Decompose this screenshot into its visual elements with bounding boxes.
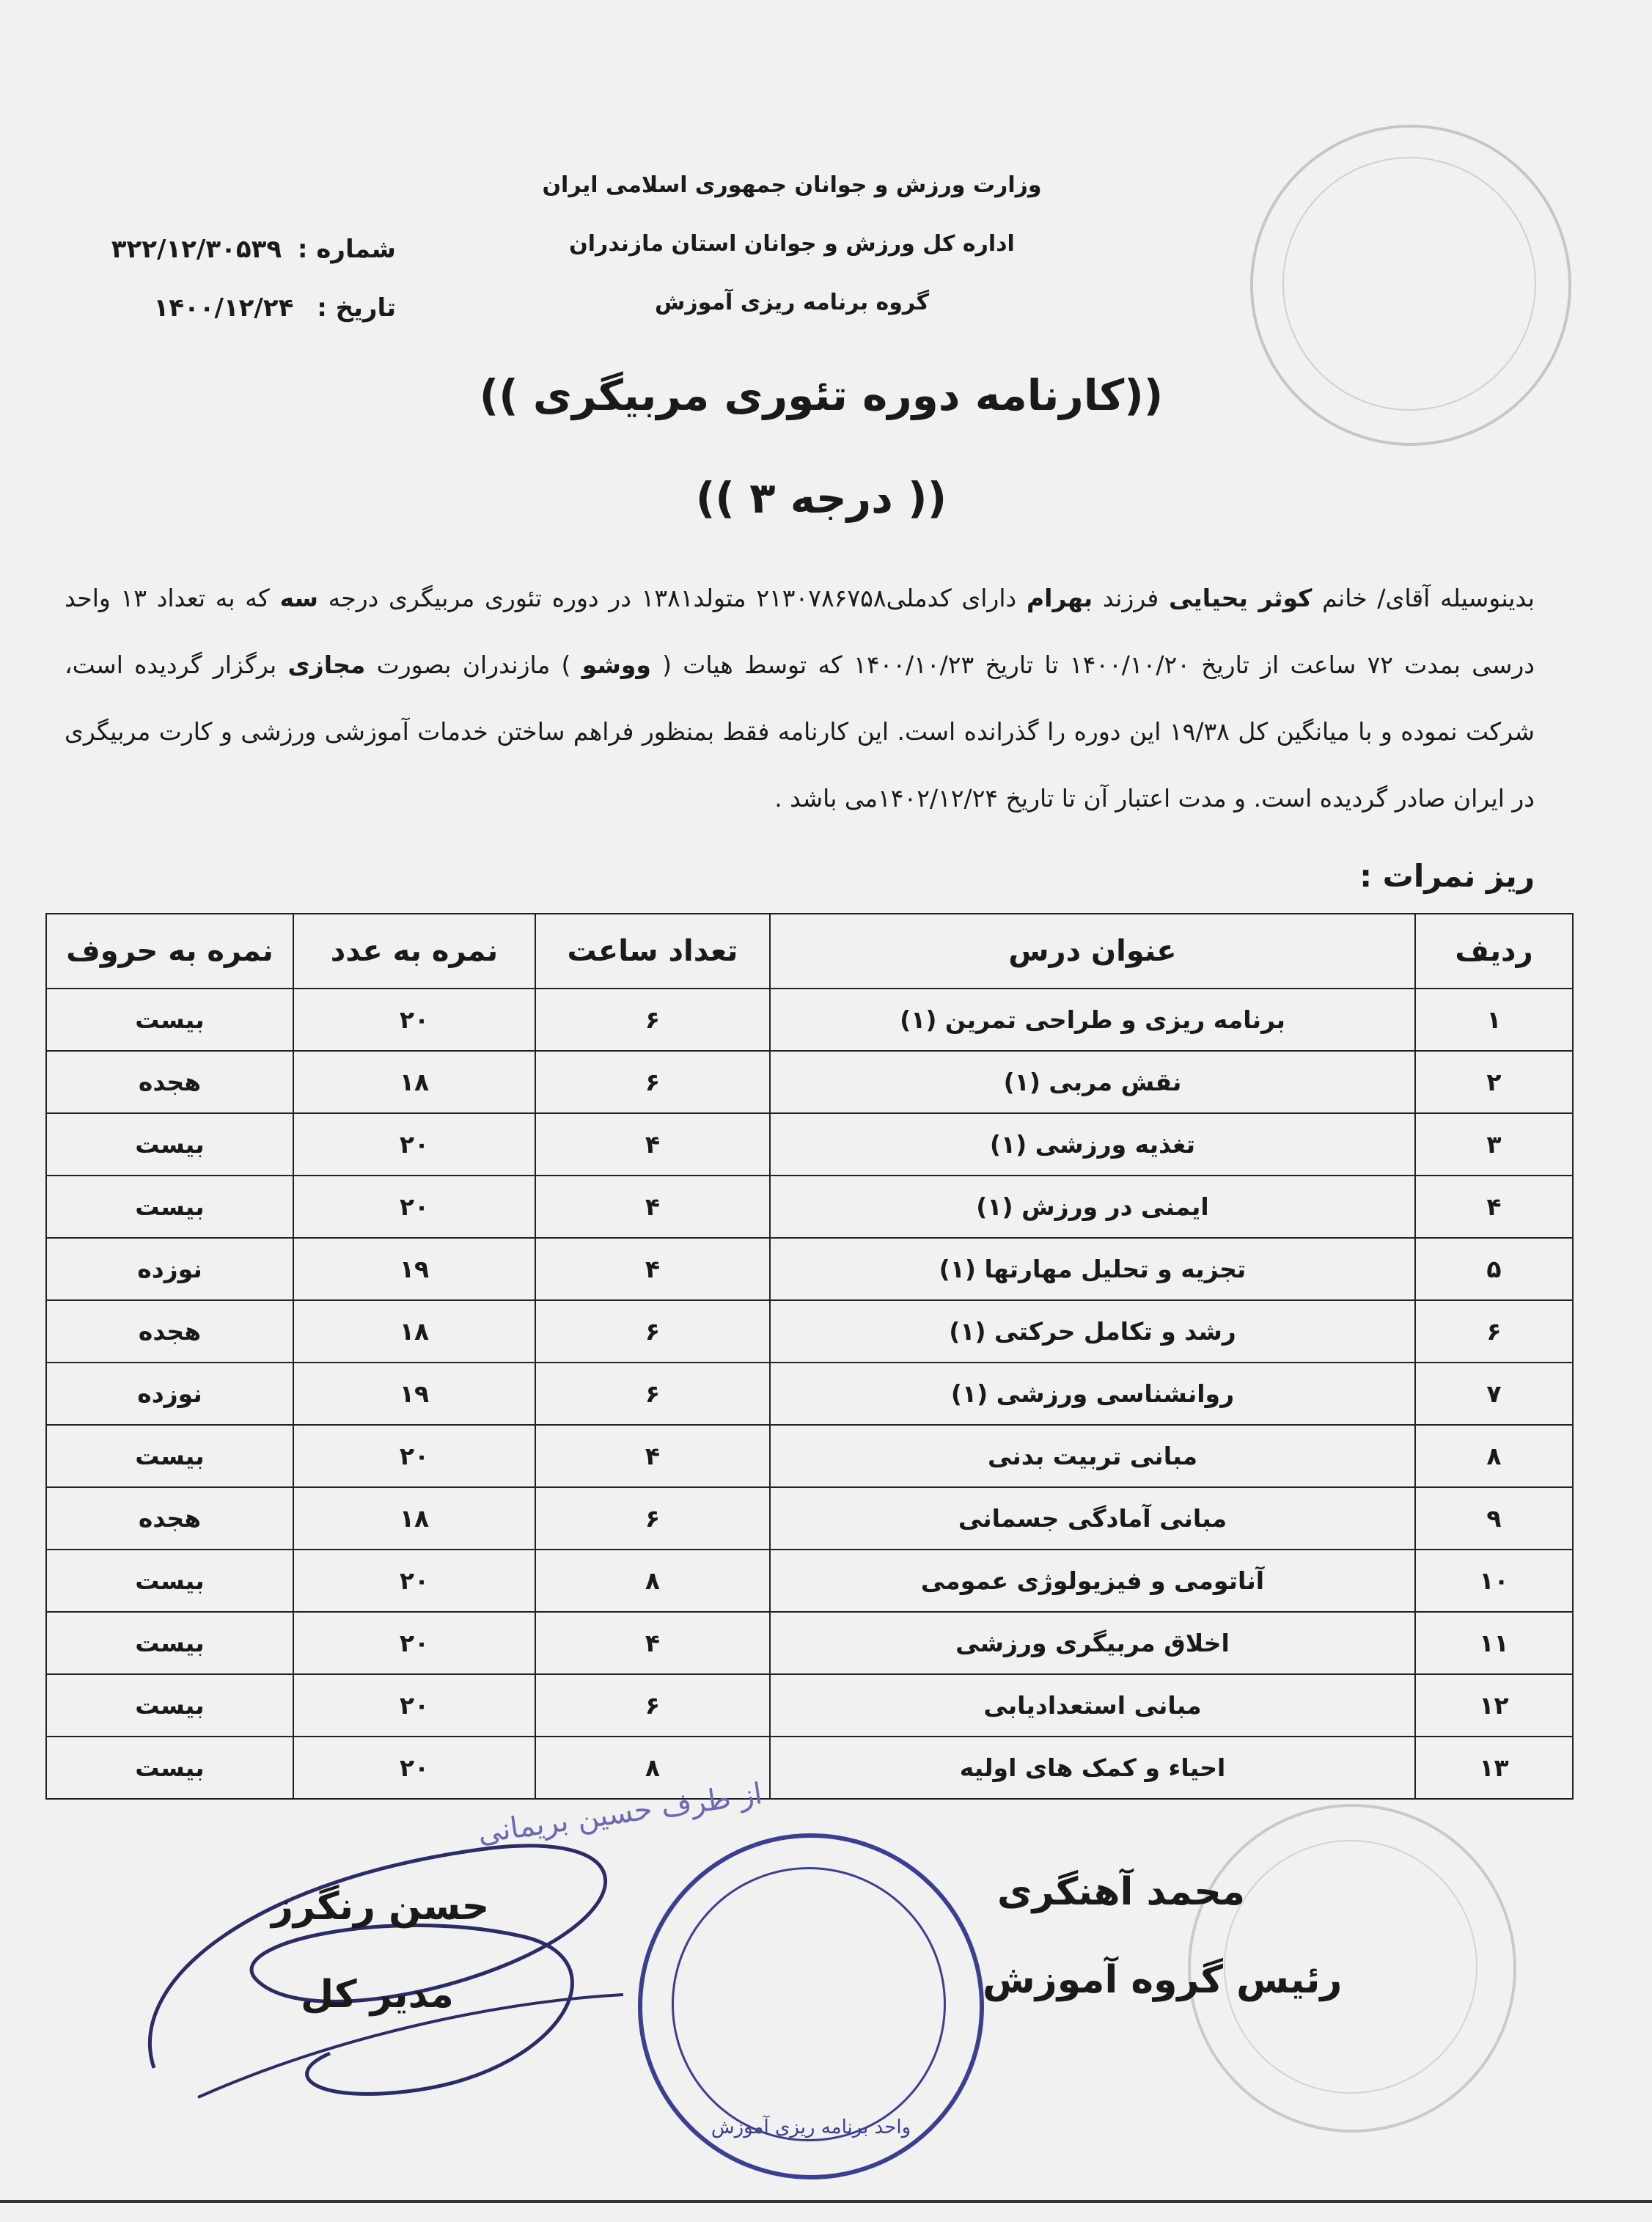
table-row: ۳ تغذیه ورزشی (۱) ۴ ۲۰ بیست — [46, 1113, 1573, 1176]
table-row: ۷ روانشناسی ورزشی (۱) ۶ ۱۹ نوزده — [46, 1363, 1573, 1425]
left-signer-title: مدیر کل — [301, 1973, 454, 2017]
table-header-row — [46, 914, 1573, 989]
col-header-score-words: نمره به حروف — [46, 914, 293, 989]
group-name: گروه برنامه ریزی آموزش — [654, 290, 930, 315]
certificate-paragraph: بدینوسیله آقای/ خانم کوثر یحیایی فرزند بهرام دارای کدملی۲۱۳۰۷۸۶۷۵۸ متولد۱۳۸۱ در دوره تئوری مربیگری درجه سه که به تعداد ۱۳ واحد درسی بمدت ۷۲ ساعت از تاریخ ۱۴۰۰/۱۰/۲۰ تا تاریخ ۱۴۰۰/۱۰/۲۳ که توسط هیات ( ووشو ) مازندران بصورت مجازی برگزار گردیده است، شرکت نموده و با میانگین کل ۱۹/۳۸ این دوره را گذرانده است. این کارنامه فقط بمنظور فراهم ساختن خدمات آموزشی ورزشی و کارت مربیگری در ایران صادر گردیده است. و مدت اعتبار آن تا تاریخ ۱۴۰۲/۱۲/۲۴می باشد . — [65, 584, 1535, 813]
table-row: ۶ رشد و تکامل حرکتی (۱) ۶ ۱۸ هجده — [46, 1300, 1573, 1363]
col-header-row: ردیف — [1415, 914, 1573, 989]
number-label: شماره : — [297, 235, 396, 264]
table-row: ۱۳ احیاء و کمک های اولیه ۸ ۲۰ بیست — [46, 1737, 1573, 1799]
right-signer-name: محمد آهنگری — [997, 1870, 1246, 1914]
letter-number — [73, 235, 396, 264]
date-label: تاریخ : — [317, 293, 396, 323]
left-signer-name: حسن رنگرز — [271, 1885, 490, 1929]
document-subtitle: (( درجه ۳ )) — [695, 473, 947, 523]
course-mode: مجازی — [287, 650, 366, 679]
stamp-text: واحد برنامه ریزی آموزش — [711, 2116, 911, 2138]
right-signer-title: رئیس گروه آموزش — [983, 1958, 1343, 2002]
col-header-score: نمره به عدد — [293, 914, 535, 989]
letter-date — [73, 293, 396, 323]
table-row: ۲ نقش مربی (۱) ۶ ۱۸ هجده — [46, 1051, 1573, 1113]
table-row: ۱۲ مبانی استعدادیابی ۶ ۲۰ بیست — [46, 1674, 1573, 1737]
father-name: بهرام — [1026, 584, 1093, 612]
office-name: اداره کل ورزش و جوانان استان مازندران — [569, 231, 1015, 257]
date-value: ۱۴۰۰/۱۲/۲۴ — [153, 293, 294, 323]
degree-word: سه — [279, 584, 318, 612]
table-row: ۱۱ اخلاق مربیگری ورزشی ۴ ۲۰ بیست — [46, 1612, 1573, 1674]
sport-name: ووشو — [581, 650, 651, 679]
table-row: ۴ ایمنی در ورزش (۱) ۴ ۲۰ بیست — [46, 1176, 1573, 1238]
table-row: ۹ مبانی آمادگی جسمانی ۶ ۱۸ هجده — [46, 1487, 1573, 1550]
col-header-course: عنوان درس — [770, 914, 1415, 989]
table-row: ۸ مبانی تربیت بدنی ۴ ۲۰ بیست — [46, 1425, 1573, 1487]
breakdown-label: ریز نمرات : — [1359, 858, 1535, 894]
table-row: ۱۰ آناتومی و فیزیولوژی عمومی ۸ ۲۰ بیست — [46, 1550, 1573, 1612]
grades-table — [45, 913, 1574, 1800]
ministry-name: وزارت ورزش و جوانان جمهوری اسلامی ایران — [542, 172, 1042, 198]
official-stamp — [638, 1833, 984, 2179]
table-row: ۵ تجزیه و تحلیل مهارتها (۱) ۴ ۱۹ نوزده — [46, 1238, 1573, 1300]
col-header-hours: تعداد ساعت — [535, 914, 770, 989]
table-row: ۱ برنامه ریزی و طراحی تمرین (۱) ۶ ۲۰ بیست — [46, 989, 1573, 1051]
document-title: ((کارنامه دوره تئوری مربیگری )) — [479, 370, 1164, 420]
student-name: کوثر یحیایی — [1169, 584, 1313, 612]
number-value: ۳۲۲/۱۲/۳۰۵۳۹ — [111, 235, 282, 264]
bottom-divider — [0, 2200, 1652, 2203]
handwritten-note: از طرف حسین بریمانی — [475, 1777, 765, 1850]
